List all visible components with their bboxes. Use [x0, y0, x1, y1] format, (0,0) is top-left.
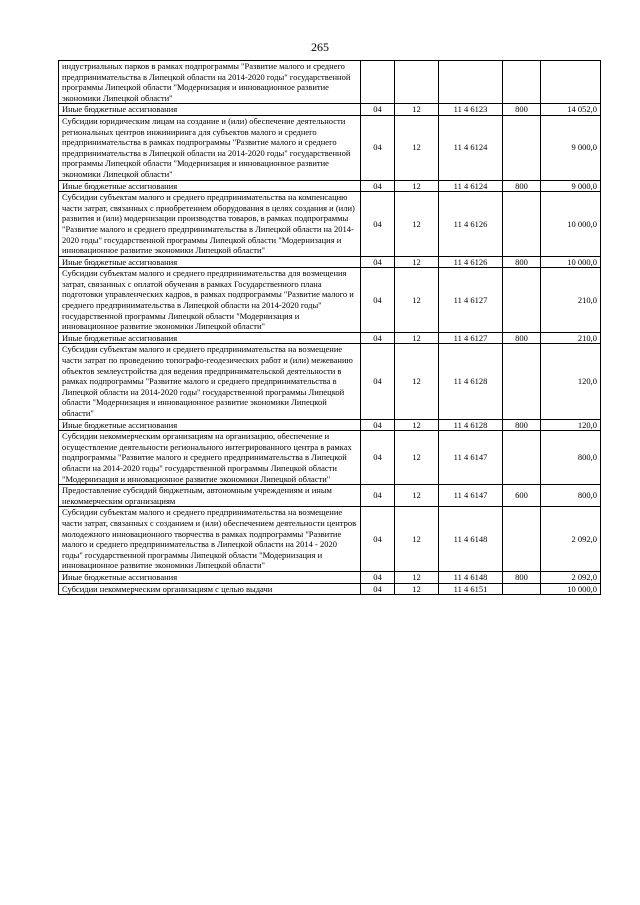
amount-cell: 9 000,0	[541, 180, 601, 192]
amount-cell: 10 000,0	[541, 256, 601, 268]
table-row	[59, 332, 601, 344]
target-article-cell: 11 4 6127	[439, 332, 503, 344]
amount-cell: 14 052,0	[541, 104, 601, 116]
item-name-cell: Иные бюджетные ассигнования	[59, 180, 361, 192]
target-article-cell: 11 4 6147	[439, 485, 503, 507]
amount-cell: 210,0	[541, 332, 601, 344]
table-row	[59, 180, 601, 192]
subsection-code-cell: 12	[395, 332, 439, 344]
table-row	[59, 268, 601, 333]
amount-cell: 9 000,0	[541, 115, 601, 180]
section-code-cell: 04	[361, 332, 395, 344]
amount-cell: 800,0	[541, 431, 601, 485]
expense-type-cell	[503, 583, 541, 595]
table-row	[59, 583, 601, 595]
target-article-cell: 11 4 6126	[439, 192, 503, 257]
amount-cell: 2 092,0	[541, 507, 601, 572]
target-article-cell: 11 4 6147	[439, 431, 503, 485]
section-code-cell: 04	[361, 268, 395, 333]
expense-type-cell	[503, 115, 541, 180]
item-name-cell: Субсидии субъектам малого и среднего предпринимательства для возмещения затрат, связанных с оплатой обучения в рамках Государственного плана подготовки управленческих кадров, в рамках подпрограммы "Развитие малого и среднего предпринимательства в Липецкой области на 2014-2020 годы" государственной программы Липецкой области "Модернизация и инновационное развитие экономики Липецкой области"	[59, 268, 361, 333]
target-article-cell: 11 4 6148	[439, 571, 503, 583]
item-name-cell: Иные бюджетные ассигнования	[59, 571, 361, 583]
expense-type-cell: 800	[503, 571, 541, 583]
amount-cell: 10 000,0	[541, 192, 601, 257]
expense-type-cell: 800	[503, 332, 541, 344]
amount-cell: 800,0	[541, 485, 601, 507]
table-row	[59, 256, 601, 268]
subsection-code-cell: 12	[395, 419, 439, 431]
table-row	[59, 507, 601, 572]
expense-type-cell: 800	[503, 104, 541, 116]
section-code-cell: 04	[361, 104, 395, 116]
section-code-cell: 04	[361, 583, 395, 595]
item-name-cell: Субсидии некоммерческим организациям на организацию, обеспечение и осуществление деятельности регионального интегрированного центра в рамках подпрограммы "Развитие малого и среднего предпринимательства в Липецкой области на 2014-2020 годы" государственной программы Липецкой области "Модернизация и инновационное развитие экономики Липецкой области"	[59, 431, 361, 485]
section-code-cell: 04	[361, 507, 395, 572]
target-article-cell: 11 4 6124	[439, 115, 503, 180]
item-name-cell: Субсидии субъектам малого и среднего предпринимательства на возмещение части затрат, связанных с созданием и (или) обеспечением деятельности центров молодежного инновационного творчества в рамках подпрограммы "Развитие малого и среднего предпринимательства в Липецкой области на 2014 - 2020 годы" государственной программы Липецкой области "Модернизация и инновационное развитие экономики Липецкой области"	[59, 507, 361, 572]
subsection-code-cell: 12	[395, 256, 439, 268]
table-row	[59, 431, 601, 485]
subsection-code-cell: 12	[395, 115, 439, 180]
item-name-cell: индустриальных парков в рамках подпрограммы "Развитие малого и среднего предпринимательства в Липецкой области на 2014-2020 годы" государственной программы Липецкой области "Модернизация и инновационное развитие экономики Липецкой области"	[59, 61, 361, 104]
target-article-cell: 11 4 6128	[439, 344, 503, 419]
section-code-cell: 04	[361, 419, 395, 431]
subsection-code-cell: 12	[395, 571, 439, 583]
section-code-cell: 04	[361, 344, 395, 419]
section-code-cell: 04	[361, 431, 395, 485]
target-article-cell: 11 4 6127	[439, 268, 503, 333]
section-code-cell: 04	[361, 192, 395, 257]
item-name-cell: Субсидии субъектам малого и среднего предпринимательства на возмещение части затрат по проведению топографо-геодезических работ и (или) межеванию объектов землеустройства для ведения предпринимательской деятельности в рамках подпрограммы "Развитие малого и среднего предпринимательства в Липецкой области на 2014-2020 годы" государственной программы Липецкой области "Модернизация и инновационное развитие экономики Липецкой области"	[59, 344, 361, 419]
subsection-code-cell: 12	[395, 583, 439, 595]
amount-cell: 120,0	[541, 419, 601, 431]
table-row	[59, 419, 601, 431]
subsection-code-cell: 12	[395, 431, 439, 485]
item-name-cell: Иные бюджетные ассигнования	[59, 332, 361, 344]
amount-cell: 210,0	[541, 268, 601, 333]
expense-type-cell	[503, 61, 541, 104]
subsection-code-cell: 12	[395, 192, 439, 257]
page-number: 265	[311, 40, 329, 54]
expense-type-cell	[503, 268, 541, 333]
amount-cell: 2 092,0	[541, 571, 601, 583]
item-name-cell: Субсидии субъектам малого и среднего предпринимательства на компенсацию части затрат, связанных с приобретением оборудования в целях создания и (или) развития и (или) модернизации производства товаров, в рамках подпрограммы "Развитие малого и среднего предпринимательства в Липецкой области на 2014-2020 годы" государственной программы Липецкой области "Модернизация и инновационное развитие экономики Липецкой области"	[59, 192, 361, 257]
item-name-cell: Субсидии юридическим лицам на создание и (или) обеспечение деятельности региональных центров инжиниринга для субъектов малого и среднего предпринимательства в рамках подпрограммы "Развитие малого и среднего предпринимательства в Липецкой области на 2014-2020 годы" государственной программы Липецкой области "Модернизация и инновационное развитие экономики Липецкой области"	[59, 115, 361, 180]
expense-type-cell: 800	[503, 256, 541, 268]
section-code-cell: 04	[361, 485, 395, 507]
table-row	[59, 344, 601, 419]
section-code-cell: 04	[361, 115, 395, 180]
table-row	[59, 192, 601, 257]
expense-type-cell: 800	[503, 180, 541, 192]
section-code-cell: 04	[361, 180, 395, 192]
target-article-cell: 11 4 6123	[439, 104, 503, 116]
target-article-cell: 11 4 6124	[439, 180, 503, 192]
amount-cell	[541, 61, 601, 104]
item-name-cell: Предоставление субсидий бюджетным, автономным учреждениям и иным некоммерческим организациям	[59, 485, 361, 507]
subsection-code-cell: 12	[395, 180, 439, 192]
amount-cell: 10 000,0	[541, 583, 601, 595]
item-name-cell: Иные бюджетные ассигнования	[59, 419, 361, 431]
target-article-cell: 11 4 6126	[439, 256, 503, 268]
item-name-cell: Иные бюджетные ассигнования	[59, 256, 361, 268]
section-code-cell	[361, 61, 395, 104]
section-code-cell: 04	[361, 571, 395, 583]
expense-type-cell	[503, 431, 541, 485]
subsection-code-cell	[395, 61, 439, 104]
target-article-cell: 11 4 6128	[439, 419, 503, 431]
target-article-cell: 11 4 6148	[439, 507, 503, 572]
budget-table-body	[59, 61, 601, 595]
item-name-cell: Иные бюджетные ассигнования	[59, 104, 361, 116]
table-row	[59, 115, 601, 180]
table-row	[59, 571, 601, 583]
table-row	[59, 104, 601, 116]
expense-type-cell	[503, 344, 541, 419]
subsection-code-cell: 12	[395, 268, 439, 333]
budget-table	[58, 60, 601, 595]
subsection-code-cell: 12	[395, 344, 439, 419]
table-row	[59, 61, 601, 104]
expense-type-cell: 600	[503, 485, 541, 507]
amount-cell: 120,0	[541, 344, 601, 419]
item-name-cell: Субсидии некоммерческим организациям с целью выдачи	[59, 583, 361, 595]
expense-type-cell	[503, 192, 541, 257]
expense-type-cell	[503, 507, 541, 572]
subsection-code-cell: 12	[395, 104, 439, 116]
section-code-cell: 04	[361, 256, 395, 268]
table-row	[59, 485, 601, 507]
subsection-code-cell: 12	[395, 507, 439, 572]
expense-type-cell: 800	[503, 419, 541, 431]
subsection-code-cell: 12	[395, 485, 439, 507]
target-article-cell	[439, 61, 503, 104]
target-article-cell: 11 4 6151	[439, 583, 503, 595]
